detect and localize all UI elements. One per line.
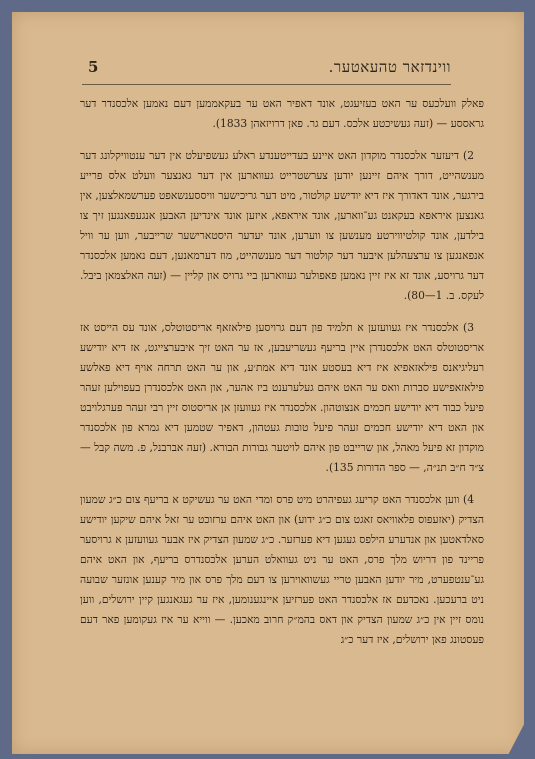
page-header (84, 56, 451, 82)
header-rule (82, 84, 451, 85)
paragraph-2: 2) דיעזער אלכסנדר מוקדון האט איינע בעדייטענדע ראלע געשפיעלט אין דער ענטוויקלונג דער מענשהייט, דורך איהם זיינען יודען צערשטרייט געווארען אין דער גאנצער וועלט אלס פרייע בירגער, אונד דאדורך איז דיא יודישע קולטור, מיט דער גריכישער וויססענשאפט פערשמאלצען, אין גאנצען איראפא בעקאנט גע־ווארען, אונד איראפא, איזען אונד אינדיען האבען אנגעפאנגען זיך צו בילדען, אונד קולטיווירטע מענשען צו ווערען, אונד יעדער היסטארישער שרייבער, ווען ער וויל אנפאנגען צו ערצעהלען איבער דער קולטור דער מענשהייט, מוז דערמאנען, דעם נאמען אלכסנדר דער גרויסע, אונד זא איז זיין נאמען פאפולער געווארען ביי גרויס און קליין — (זעה האלצמאן ביבל. לעקס. ב. 1—80). (80, 149, 484, 302)
running-title: ווינדזאר טהעאטער. (328, 58, 451, 76)
body-text (80, 94, 484, 662)
paragraph-4: 4) ווען אלכסנדר האט קריעג געפיהרט מיט פרס ומדי האט ער געשיקט א בריעף צום כ״ג שמעון הצדיק (יאזעפוס פלאוויאס זאגט צום כ״ג ידוע) און האט איהם ערזוכט ער זאל איהם שיקען יודישע סאלדאטען און אנדערע הילפס געגען דיא פערזער. כ״ג שמעון הצדיק איז אבער געוועזען א גרויסער פריינד פון דריוש מלך פרס, האט ער ניט געוואלט הערען אלכסנדרס בריעף, און האט איהם גע־ענטפערט, מיר יודען האבען טריי געשוואוירען צו דעם מלך פרס און מיר קענען אונזער שבועה ניט ברעכען. נאכדעם אז אלכסנדר האט פערזיען איינגענומען, איז ער געגאנגען קיין ירושלים, ווען נומס זיין אין כ״ג שמעון הצדיק און דאס בהמ״ק חרוב מאכען. — ווייא ער איז געקומען פאר דעם פעסטונג פאן ירושלים, איז דער כ״ג (80, 493, 484, 646)
paragraph-1: פאלק וועלכעס ער האט בעזיעגט, אונד דאפיר האט ער בעקאממען דעם נאמען אלכסנדר דער גראססע — (זעה געשיכטע אלכס. דעם גר. פאן דרויזאהן 1833). (80, 97, 484, 130)
paragraph-3: 3) אלכסנדר איז געוועזען א תלמיד פון דעם גרויסען פילאזאף אריסטוטלס, אונד עס הייסט אז אריסטוטלס האט אלכסנדרן איין בריעף געשריעבען, אז ער האט זיך איבערצייגט, אז דיא יודישע רעליגיאנס פילאזאפיא איז דיא בעסטע אונד דיא אמת׳ע, און ער האט תרחה אויף דיא פאלשע פילאזאפישע סברות וואס ער האט איהם געלערענט ביז אהער, און האט אלכסנדרן בעפוילען זעהר פיעל כבוד דיא יודישע חכמים אנצוטהון. אלכסנדר איז געוועזן אן אריסטוס זיין רבי זעהר פערגלויבט און האט דיא יודישע חכמים זעהר פיעל טובות געטהון, דאפיר שטמען דיא גמרא פון אלכסנדר מוקדון זא פיעל מאהל, און שרייבט פון איהם לויטער גבורות הבורא. (זעה אברבנל, פ. משה קבל — צ״ד ח״ב תנ״ה, — ספר הדורות 135). (80, 321, 484, 474)
page-number: 5 (88, 58, 99, 76)
